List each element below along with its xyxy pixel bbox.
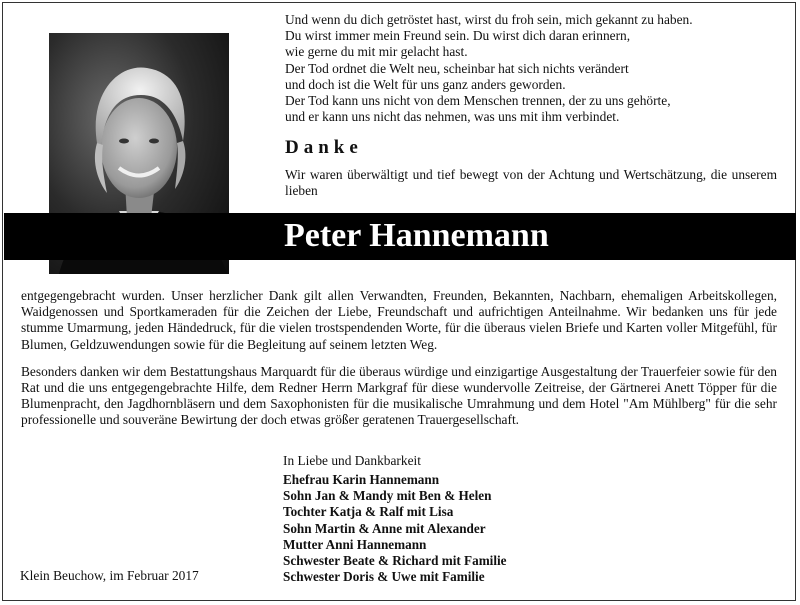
family-member: Mutter Anni Hannemann: [283, 536, 427, 552]
family-member: Ehefrau Karin Hannemann: [283, 472, 440, 487]
place-date: Klein Beuchow, im Februar 2017: [20, 568, 199, 583]
poem-line: Und wenn du dich getröstet hast, wirst du froh sein, mich gekannt zu haben.: [285, 12, 693, 27]
name-band: [4, 213, 796, 260]
danke-heading: Danke: [285, 137, 363, 158]
family-member: Sohn Martin & Anne mit Alexander: [283, 520, 486, 536]
family-member: Schwester Doris & Uwe mit Familie: [283, 569, 485, 585]
family-member: Schwester Beate & Richard mit Familie: [283, 553, 507, 569]
poem-line: und er kann uns nicht das nehmen, was uns mit ihm verbindet.: [285, 109, 620, 125]
poem-line: Der Tod kann uns nicht von dem Menschen trennen, der zu uns gehörte,: [285, 93, 671, 109]
poem-line: Du wirst immer mein Freund sein. Du wirst dich daran erinnern,: [285, 28, 631, 44]
family-member: Sohn Jan & Mandy mit Ben & Helen: [283, 488, 492, 504]
thanks-body: [21, 288, 777, 440]
deceased-name: Peter Hannemann: [284, 217, 549, 254]
family-member: Tochter Katja & Ralf mit Lisa: [283, 504, 454, 520]
thanks-intro: Wir waren überwältigt und tief bewegt von der Achtung und Wertschätzung, die unserem lieben: [285, 167, 777, 199]
thanks-paragraph: Besonders danken wir dem Bestattungshaus Marquardt für die überaus würdige und einzigartige Ausgestaltung der Trauerfeier sowie für den Rat und die uns entgegengebrachte Hilfe, dem Redner Herrn Markgraf für diese wundervolle Zeitreise, der Gärtnerei Anett Töpper für die Blumenpracht, den Jagdhornbläsern und dem Saxophonisten für die musikalische Umrahmung und dem Hotel "Am Mühlberg" für die sehr professionelle und souveräne Bewirtung der doch etwas größer geratenen Trauergesellschaft.: [21, 363, 777, 428]
poem-line: Der Tod ordnet die Welt neu, scheinbar hat sich nichts verändert: [285, 60, 629, 76]
family-list: [283, 472, 507, 585]
poem: [285, 12, 785, 125]
poem-line: und doch ist die Welt für uns ganz anders geworden.: [285, 76, 566, 92]
closing-line: In Liebe und Dankbarkeit: [283, 453, 421, 468]
thanks-paragraph: entgegengebracht wurden. Unser herzlicher Dank gilt allen Verwandten, Freunden, Bekannten, Nachbarn, ehemaligen Arbeitskollegen, Waidgenossen und Sportkameraden für die Zeichen der Liebe, Freundschaft und aufrichtigen Anteilnahme. Wir bedanken uns für jede stumme Umarmung, jeden Händedruck, für die vielen trostspendenden Worte, für die überaus vielen Briefe und Karten voller Mitgefühl, für Blumen, Geldzuwendungen sowie für die Begleitung auf seinem letzten Weg.: [21, 288, 777, 352]
poem-line: wie gerne du mit mir gelacht hast.: [285, 44, 468, 60]
